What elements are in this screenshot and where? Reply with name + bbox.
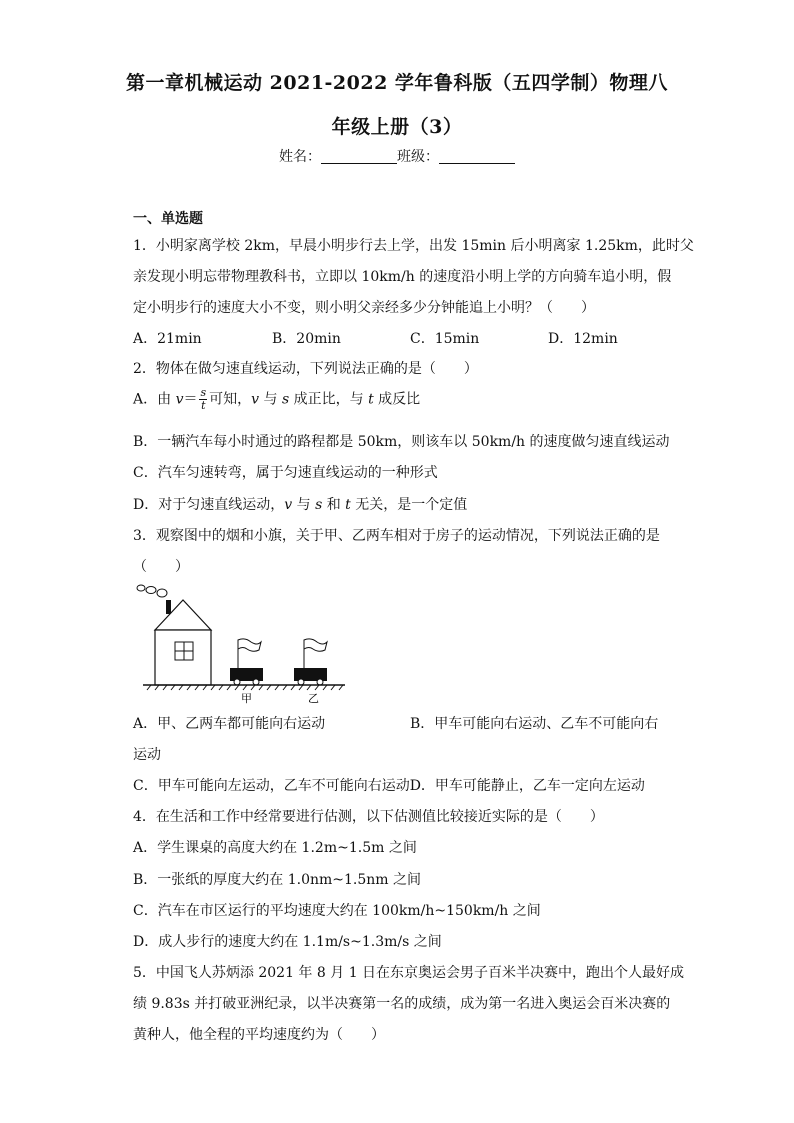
q2-option-b[interactable]: B．一辆汽车每小时通过的路程都是 50km，则该车以 50km/h 的速度做匀速直线运动 — [133, 434, 670, 450]
house-cars-figure — [133, 578, 353, 708]
q1-option-d[interactable]: D．12min — [548, 331, 618, 347]
chimney — [166, 600, 171, 614]
q4-option-b[interactable]: B．一张纸的厚度大约在 1.0nm~1.5nm 之间 — [133, 872, 422, 888]
q3-option-b[interactable]: B．甲车可能向右运动、乙车不可能向右 — [410, 716, 659, 732]
q1-line-3: 定小明步行的速度大小不变，则小明父亲经多少分钟能追上小明？（ ） — [133, 300, 595, 316]
q2-option-c[interactable]: C．汽车匀速转弯，属于匀速直线运动的一种形式 — [133, 465, 438, 481]
q4-option-c[interactable]: C．汽车在市区运行的平均速度大约在 100km/h~150km/h 之间 — [133, 903, 541, 919]
fraction-s-over-t: $\frac{s}{t}$ — [200, 386, 207, 412]
ground — [143, 685, 345, 690]
car-yi-label: 乙 — [308, 692, 319, 705]
q1-line-1: 1．小明家离学校 2km，早晨小明步行去上学，出发 15min 后小明离家 1.25km，此时父 — [133, 238, 694, 254]
q3-line-1: 3．观察图中的烟和小旗，关于甲、乙两车相对于房子的运动情况，下列说法正确的是 — [133, 528, 660, 544]
q4-option-a[interactable]: A．学生课桌的高度大约在 1.2m~1.5m 之间 — [133, 840, 417, 856]
class-label: 班级： — [397, 149, 439, 165]
car-jia — [230, 639, 263, 685]
q4-option-d[interactable]: D．成人步行的速度大约在 1.1m/s~1.3m/s 之间 — [133, 934, 442, 950]
q3-option-c-d[interactable]: C．甲车可能向左运动，乙车不可能向右运动D．甲车可能静止，乙车一定向左运动 — [133, 778, 645, 794]
title-line-1: 第一章机械运动 2021-2022 学年鲁科版（五四学制）物理八 — [126, 72, 668, 94]
q1-option-a[interactable]: A．21min — [133, 331, 202, 347]
title-line-2: 年级上册（3） — [331, 116, 463, 138]
q5-line-1: 5．中国飞人苏炳添 2021 年 8 月 1 日在东京奥运会男子百米半决赛中，跑出个人最好成 — [133, 965, 685, 981]
q1-option-c[interactable]: C．15min — [410, 331, 480, 347]
section-heading: 一、单选题 — [133, 211, 203, 227]
q2-option-d[interactable]: D．对于匀速直线运动，v 与 s 和 t 无关，是一个定值 — [133, 497, 468, 513]
class-blank[interactable] — [439, 149, 515, 164]
house-roof — [155, 600, 211, 630]
q4-stem: 4．在生活和工作中经常要进行估测，以下估测值比较接近实际的是（ ） — [133, 809, 604, 825]
smoke-puffs — [137, 585, 167, 597]
q1-option-b[interactable]: B．20min — [272, 331, 341, 347]
q3-option-a[interactable]: A．甲、乙两车都可能向右运动 — [133, 716, 326, 732]
q1-line-2: 亲发现小明忘带物理教科书，立即以 10km/h 的速度沿小明上学的方向骑车追小明，假 — [133, 269, 672, 285]
house-body — [155, 630, 211, 685]
student-info — [0, 146, 794, 166]
q2-stem: 2．物体在做匀速直线运动，下列说法正确的是（ ） — [133, 361, 478, 377]
q3-option-b-continued: 运动 — [133, 747, 161, 763]
q5-line-2: 绩 9.83s 并打破亚洲纪录，以半决赛第一名的成绩，成为第一名进入奥运会百米决赛的 — [133, 996, 671, 1012]
car-jia-label: 甲 — [241, 692, 252, 705]
name-blank[interactable] — [321, 149, 397, 164]
q2-option-a[interactable]: A．由 v＝ $\frac{s}{t}$ 可知，v 与 s 成正比，与 t 成反比 — [133, 386, 421, 412]
q5-line-3: 黄种人，他全程的平均速度约为（ ） — [133, 1027, 385, 1043]
q3-line-2: （ ） — [133, 559, 189, 575]
car-yi — [294, 639, 327, 685]
name-label: 姓名： — [279, 149, 321, 165]
